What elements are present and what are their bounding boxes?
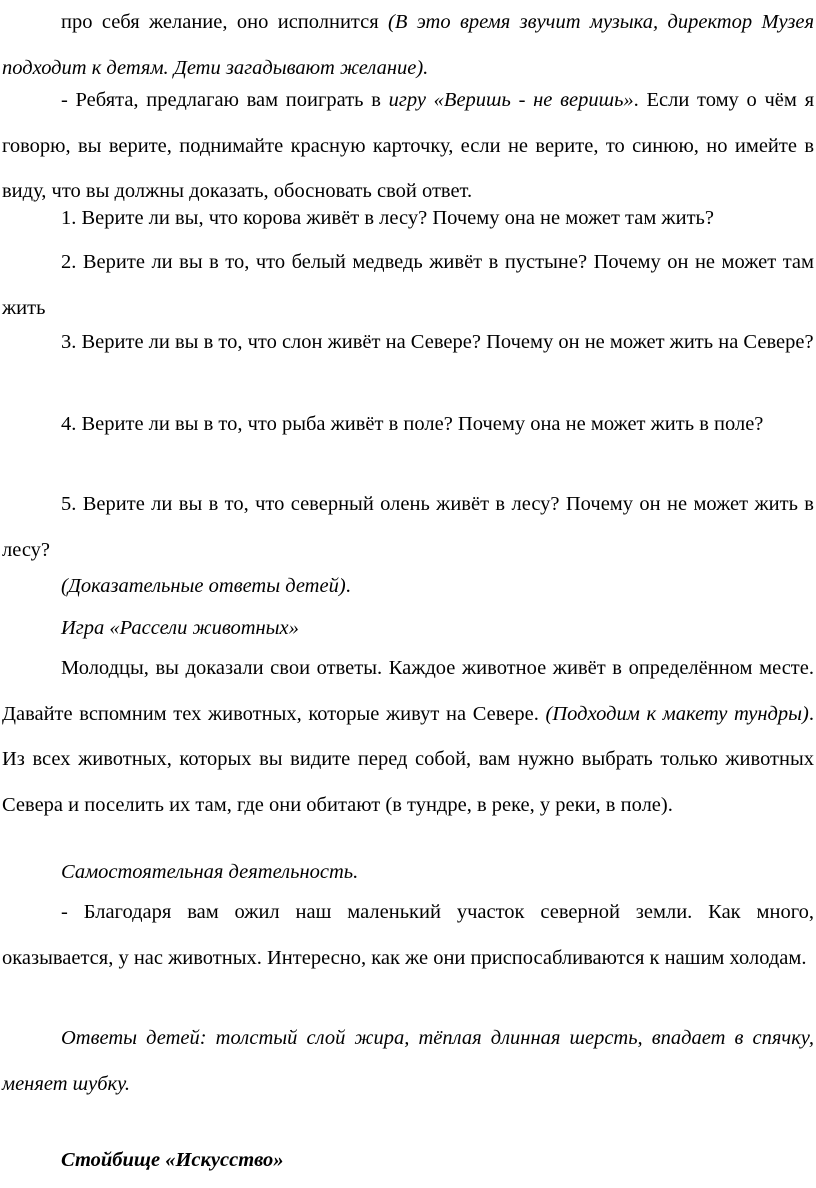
paragraph-game-intro	[2, 78, 814, 215]
answers-note-italic: (Доказательные ответы детей)	[61, 575, 346, 597]
answers-note	[2, 564, 814, 610]
question-4: 4. Верите ли вы в то, что рыба живёт в поле? Почему она не может жить в поле?	[61, 413, 764, 435]
question-1: 1. Верите ли вы, что корова живёт в лесу? Почему она не может там жить?	[61, 207, 714, 229]
paragraph-praise-rest: . Из всех животных, которых вы видите перед собой, вам нужно выбрать только животных Севера и поселить их там, где они обитают (в тундре, в реке, у реки, в поле).	[2, 702, 814, 816]
question-2: 2. Верите ли вы в то, что белый медведь живёт в пустыне? Почему он не может там жить	[2, 251, 814, 319]
paragraph-wish-end: .	[423, 56, 429, 79]
question-3: 3. Верите ли вы в то, что слон живёт на Севере? Почему он не может жить на Севере?	[61, 331, 814, 353]
question-5: 5. Верите ли вы в то, что северный олень живёт в лесу? Почему он не может жить в лесу?	[2, 493, 814, 561]
paragraph-game-intro-italic: игру «Веришь - не веришь»	[388, 89, 634, 111]
paragraph-praise	[2, 646, 814, 828]
kids-answers: Ответы детей: толстый слой жира, тёплая длинная шерсть, впадает в спячку, меняет шубку.	[2, 1027, 814, 1095]
independent-activity: Самостоятельная деятельность.	[61, 861, 359, 883]
paragraph-wish-italic: (В это время звучит музыка, директор Музея подходит к детям. Дети загадывают желание)	[2, 11, 814, 79]
section-title: Стойбище «Искусство»	[61, 1149, 284, 1171]
answers-note-end: .	[345, 575, 351, 597]
paragraph-praise-italic: (Подходим к макету тундры)	[545, 702, 809, 725]
paragraph-game-intro-text: - Ребята, предлагаю вам поиграть в	[61, 89, 389, 111]
paragraph-northern-land: - Благодаря вам ожил наш маленький участок северной земли. Как много, оказывается, у нас животных. Интересно, как же они приспосабливаются к нашим холодам.	[2, 901, 814, 969]
paragraph-game-intro-rest: . Если тому о чём я говорю, вы верите, поднимайте красную карточку, если не верите, то синюю, но имейте в виду, что вы должны доказать, обосновать свой ответ.	[2, 89, 815, 202]
game-title: Игра «Рассели животных»	[61, 617, 299, 639]
paragraph-wish-text: про себя желание, оно исполнится	[61, 11, 389, 33]
paragraph-praise-text: Молодцы, вы доказали свои ответы. Каждое животное живёт в определённом месте. Давайте вспомним тех животных, которые живут на Севере.	[2, 657, 814, 725]
